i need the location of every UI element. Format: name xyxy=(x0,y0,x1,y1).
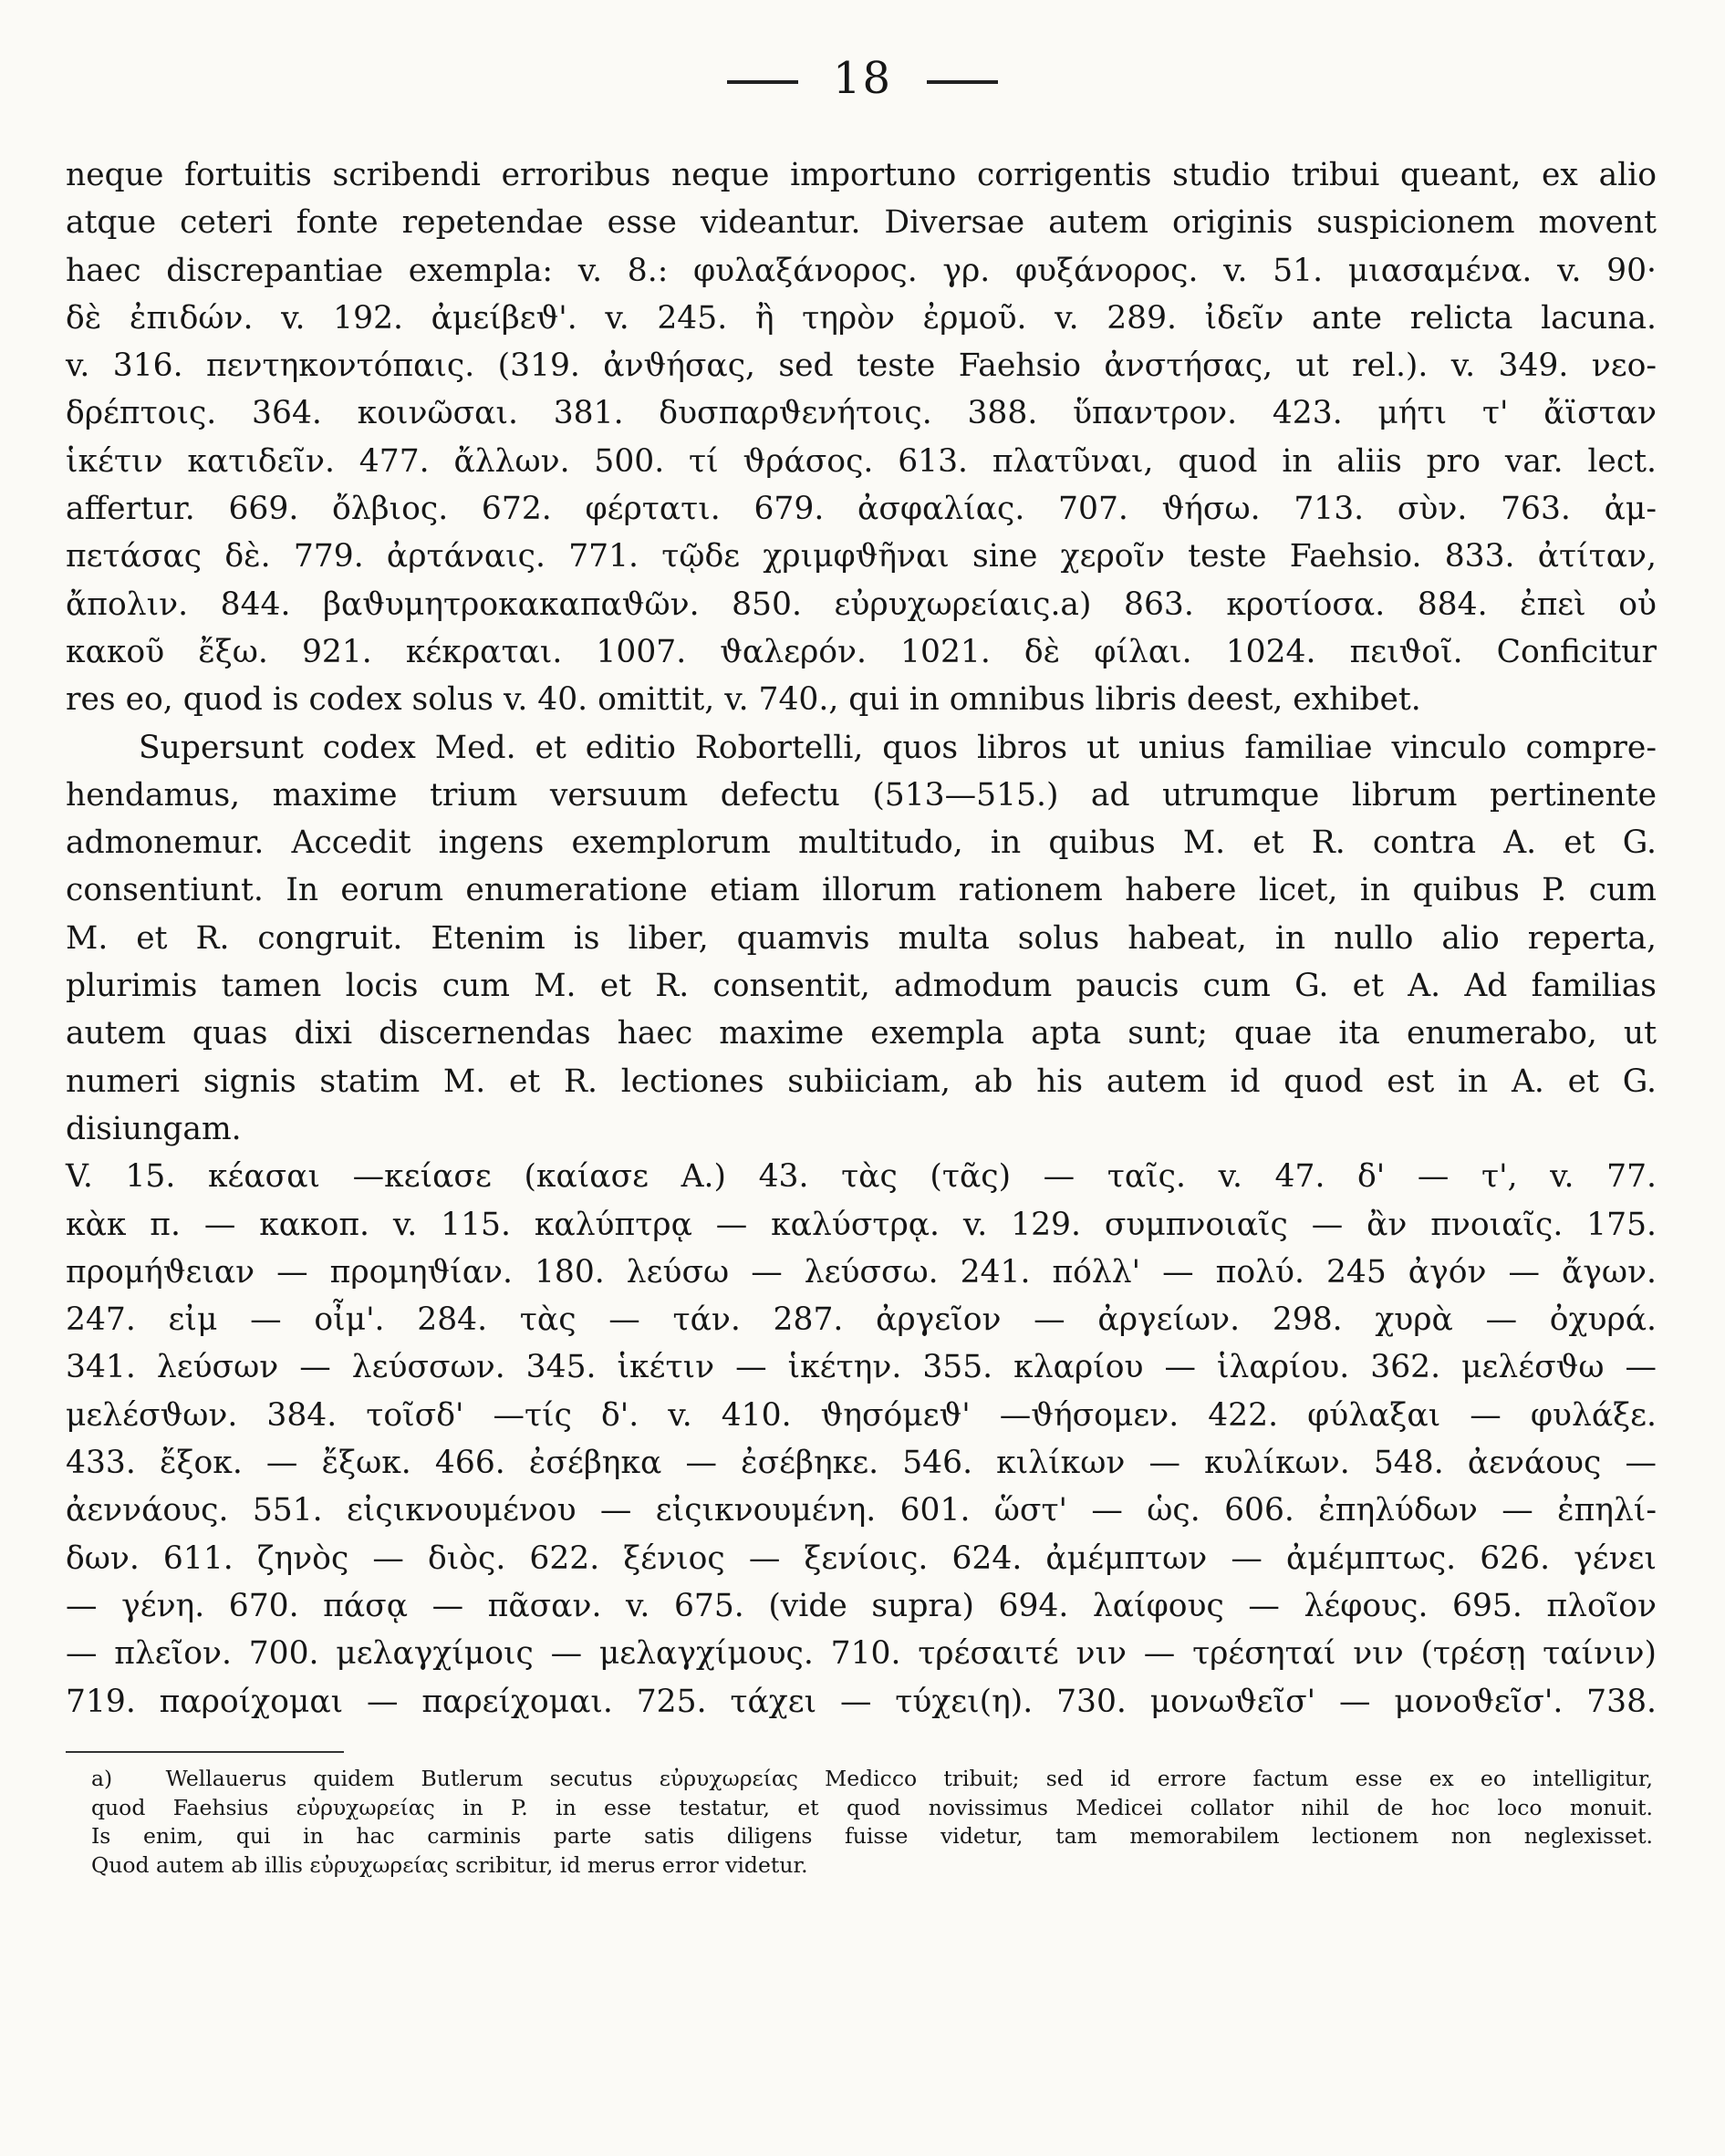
text-line: δὲ ἐπιδών. v. 192. ἀμείβεϑ'. v. 245. ἢ τηρὸν ἐρμοῦ. v. 289. ἰδεῖν ante relicta lacuna. xyxy=(66,299,1657,337)
text-line: hendamus, maxime trium versuum defectu (513—515.) ad utrumque librum pertinente xyxy=(66,776,1657,814)
text-line: — πλεῖον. 700. μελαγχίμοις — μελαγχίμους. 710. τρέσαιτέ νιν — τρέσηταί νιν (τρέσῃ ταίνιν) xyxy=(66,1635,1657,1673)
text-line: admonemur. Accedit ingens exemplorum multitudo, in quibus M. et R. contra A. et G. xyxy=(66,824,1657,862)
text-line: προμήϑειαν — προμηϑίαν. 180. λεύσω — λεύσσω. 241. πόλλ' — πολύ. 245 ἀγόν — ἄγων. xyxy=(66,1253,1657,1290)
text-line: δρέπτοις. 364. κοινῶσαι. 381. δυσπαρϑενήτοις. 388. ὕπαντρον. 423. μήτι τ' ἄϊσταν xyxy=(66,395,1657,432)
text-line: res eo, quod is codex solus v. 40. omittit, v. 740., qui in omnibus libris deest, exhibet. xyxy=(66,681,1421,719)
text-line: autem quas dixi discernendas haec maxime exempla apta sunt; quae ita enumerabo, ut xyxy=(66,1015,1657,1052)
text-line: haec discrepantiae exempla: v. 8.: φυλαξάνορος. γρ. φυξάνορος. v. 51. μιασαμένα. v. 90· xyxy=(66,252,1657,289)
text-line: κὰκ π. — κακοπ. v. 115. καλύπτρᾳ — καλύστρᾳ. v. 129. συμπνοιαῖς — ἂν πνοιαῖς. 175. xyxy=(66,1206,1657,1243)
text-line: 341. λεύσων — λεύσσων. 345. ἱκέτιν — ἱκέτην. 355. κλαρίου — ἱλαρίου. 362. μελέσϑω — xyxy=(66,1349,1657,1386)
footnote-line: quod Faehsius εὐρυχωρείας in P. in esse testatur, et quod novissimus Medicei collator nihil de hoc loco monuit. xyxy=(91,1794,1653,1820)
text-line: plurimis tamen locis cum M. et R. consentit, admodum paucis cum G. et A. Ad familias xyxy=(66,968,1657,1005)
text-line: 719. παροίχομαι — παρείχομαι. 725. τάχει — τύχει(η). 730. μονωϑεῖσ' — μονοϑεῖσ'. 738. xyxy=(66,1683,1657,1720)
text-line: neque fortuitis scribendi erroribus neque importuno corrigentis studio tribui queant, ex alio xyxy=(66,157,1657,193)
footnote xyxy=(91,1765,1653,1880)
footnote-line: Is enim, qui in hac carminis parte satis diligens fuisse videtur, tam memorabilem lectionem non neglexisset. xyxy=(91,1823,1653,1849)
header-dash-left xyxy=(727,80,798,84)
text-line: v. 316. πεντηκοντόπαις. (319. ἀνϑήσας, sed teste Faehsio ἀνστήσας, ut rel.). v. 349. νεο- xyxy=(66,347,1657,385)
footnote-line: Quod autem ab illis εὐρυχωρείας scribitur, id merus error videtur. xyxy=(91,1851,808,1878)
text-line: ἱκέτιν κατιδεῖν. 477. ἄλλων. 500. τί ϑράσος. 613. πλατῦναι, quod in aliis pro var. lect. xyxy=(66,442,1657,480)
text-line: 433. ἔξοκ. — ἔξωκ. 466. ἐσέβηκα — ἐσέβηκε. 546. κιλίκων — κυλίκων. 548. ἀενάους — xyxy=(66,1445,1657,1482)
text-line: κακοῦ ἔξω. 921. κέκραται. 1007. ϑαλερόν. 1021. δὲ φίλαι. 1024. πειϑοῖ. Conficitur xyxy=(66,633,1657,670)
text-line: ἀεννάους. 551. εἰςικνουμένου — εἰςικνουμένη. 601. ὥστ' — ὡς. 606. ἐπηλύδων — ἐπηλί- xyxy=(66,1492,1657,1529)
text-line: πετάσας δὲ. 779. ἀρτάναις. 771. τῷδε χριμφϑῆναι sine χεροῖν teste Faehsio. 833. ἀτίταν, xyxy=(66,538,1657,575)
text-line: — γένη. 670. πάσᾳ — πᾶσαν. v. 675. (vide supra) 694. λαίφους — λέφους. 695. πλοῖον xyxy=(66,1587,1657,1624)
text-line: M. et R. congruit. Etenim is liber, quamvis multa solus habeat, in nullo alio reperta, xyxy=(66,919,1657,957)
text-line: disiungam. xyxy=(66,1110,242,1147)
text-line: V. 15. κέασαι —κείασε (καίασε A.) 43. τὰς (τᾶς) — ταῖς. v. 47. δ' — τ', v. 77. xyxy=(66,1158,1657,1196)
text-line: affertur. 669. ὄλβιος. 672. φέρτατι. 679. ἀσφαλίας. 707. ϑήσω. 713. σὺν. 763. ἀμ- xyxy=(66,491,1657,528)
text-line: δων. 611. ζηνὸς — διὸς. 622. ξένιος — ξενίοις. 624. ἀμέμπτων — ἀμέμπτως. 626. γένει xyxy=(66,1539,1657,1577)
text-line: 247. εἰμ — οἶμ'. 284. τὰς — τάν. 287. ἀργεῖον — ἀργείων. 298. χυρὰ — ὀχυρά. xyxy=(66,1301,1657,1339)
body-text xyxy=(66,151,1657,1726)
footnote-line: a) Wellauerus quidem Butlerum secutus εὐρυχωρείας Medicco tribuit; sed id errore factum esse ex eo intelligitur, xyxy=(91,1766,1653,1791)
text-line: numeri signis statim M. et R. lectiones subiiciam, ab his autem id quod est in A. et G. xyxy=(66,1062,1657,1100)
text-line: Supersunt codex Med. et editio Robortelli, quos libros ut unius familiae vinculo compre- xyxy=(139,729,1657,766)
text-line: ἄπολιν. 844. βαϑυμητροκακαπαϑῶν. 850. εὐρυχωρείαις.a) 863. κροτίοσα. 884. ἐπεὶ οὐ xyxy=(66,586,1657,623)
text-line: consentiunt. In eorum enumeratione etiam illorum rationem habere licet, in quibus P. cum xyxy=(66,872,1657,909)
footnote-rule xyxy=(66,1751,344,1753)
footnote-marker: a) xyxy=(91,1766,113,1791)
text-line: μελέσϑων. 384. τοῖσδ' —τίς δ'. v. 410. ϑησόμεϑ' —ϑήσομεν. 422. φύλαξαι — φυλάξε. xyxy=(66,1396,1657,1434)
page-header xyxy=(0,53,1725,104)
page-number: 18 xyxy=(832,53,893,104)
header-dash-right xyxy=(927,80,998,84)
text-line: atque ceteri fonte repetendae esse videantur. Diversae autem originis suspicionem movent xyxy=(66,204,1657,242)
